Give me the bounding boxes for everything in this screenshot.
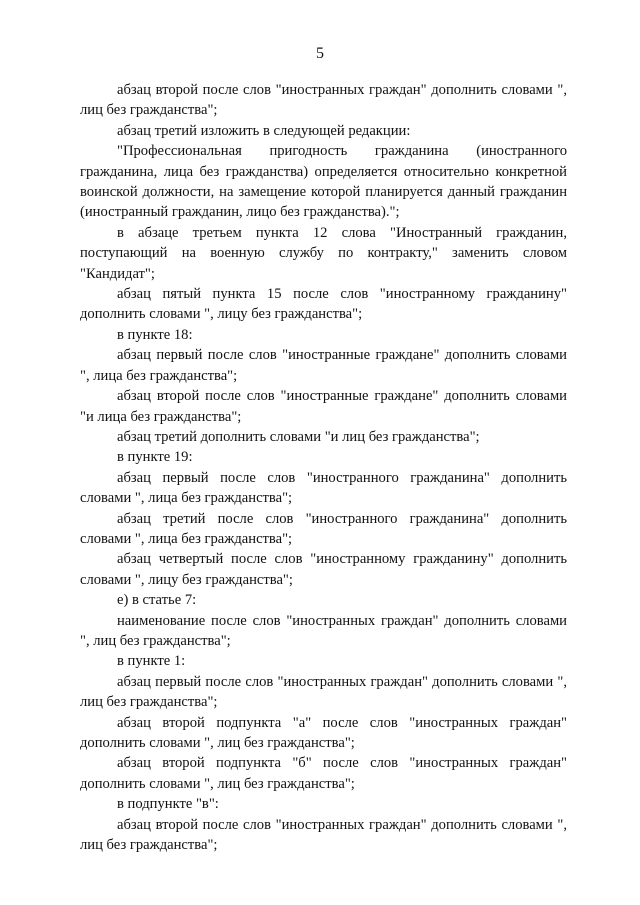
- paragraph: абзац первый после слов "иностранного гражданина" дополнить словами ", лица без гражданства";: [80, 469, 567, 507]
- paragraph: в абзаце третьем пункта 12 слова "Иностранный гражданин, поступающий на военную службу по контракту," заменить словом "Кандидат";: [80, 224, 567, 282]
- paragraph: в пункте 18:: [117, 326, 193, 343]
- paragraph: в подпункте "в":: [117, 796, 219, 813]
- paragraph: абзац третий дополнить словами "и лиц без гражданства";: [117, 428, 480, 445]
- paragraph: в пункте 19:: [117, 449, 193, 466]
- paragraph: абзац второй после слов "иностранных граждан" дополнить словами ", лиц без гражданства";: [80, 82, 567, 119]
- paragraph: абзац второй подпункта "б" после слов "иностранных граждан" дополнить словами ", лиц без гражданства";: [80, 755, 567, 792]
- paragraph: в пункте 1:: [117, 653, 186, 670]
- paragraph: абзац первый после слов "иностранных граждан" дополнить словами ", лиц без гражданства";: [80, 673, 567, 711]
- paragraph: абзац третий изложить в следующей редакции:: [117, 122, 411, 139]
- paragraph: абзац четвертый после слов "иностранному гражданину" дополнить словами ", лицу без гражданства";: [80, 551, 567, 588]
- page-number: 5: [316, 45, 324, 62]
- paragraph: абзац третий после слов "иностранного гражданина" дополнить словами ", лица без гражданства";: [80, 510, 567, 547]
- paragraph: абзац пятый пункта 15 после слов "иностранному гражданину" дополнить словами ", лицу без гражданства";: [80, 286, 567, 323]
- paragraph: абзац второй подпункта "а" после слов "иностранных граждан" дополнить словами ", лиц без гражданства";: [80, 714, 567, 751]
- paragraph: абзац второй после слов "иностранные граждане" дополнить словами "и лица без гражданства";: [80, 388, 567, 425]
- paragraph: абзац первый после слов "иностранные граждане" дополнить словами ", лица без гражданства";: [80, 347, 567, 384]
- document-body: [80, 80, 567, 855]
- paragraph: "Профессиональная пригодность гражданина (иностранного гражданина, лица без гражданства) определяется относительно конкретной воинской должности, на замещение которой планируется данный гражданин (иностранный гражданин, лицо без гражданства).";: [80, 143, 567, 221]
- paragraph: абзац второй после слов "иностранных граждан" дополнить словами ", лиц без гражданства";: [80, 816, 567, 854]
- paragraph: е) в статье 7:: [117, 592, 197, 609]
- paragraph: наименование после слов "иностранных граждан" дополнить словами ", лиц без гражданства";: [80, 612, 567, 649]
